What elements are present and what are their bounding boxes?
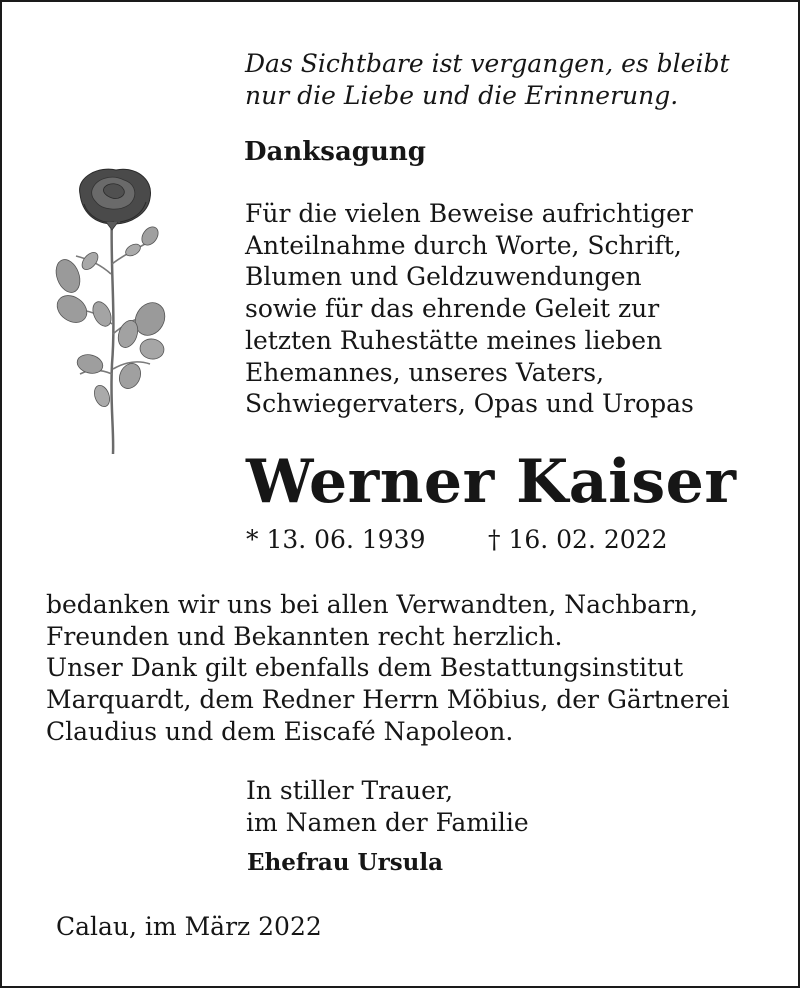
text-line: Freunden und Bekannten recht herzlich. <box>46 621 563 651</box>
heading: Danksagung <box>244 137 426 167</box>
death-date: † 16. 02. 2022 <box>488 525 668 554</box>
motto <box>245 48 730 112</box>
deceased-name: Werner Kaiser <box>246 447 737 517</box>
text-line: Blumen und Geldzuwendungen <box>245 262 642 292</box>
text-line: Schwiegervaters, Opas und Uropas <box>245 389 694 419</box>
text-line: sowie für das ehrende Geleit zur <box>245 294 660 324</box>
signer: Ehefrau Ursula <box>247 849 444 876</box>
text-line: letzten Ruhestätte meines lieben <box>245 325 663 355</box>
closing-line: In stiller Trauer, <box>246 776 454 805</box>
text-line: Ehemannes, unseres Vaters, <box>245 357 605 387</box>
closing-line: im Namen der Familie <box>246 808 529 837</box>
text-line: Für die vielen Beweise aufrichtiger <box>245 199 693 228</box>
text-line: Claudius und dem Eiscafé Napoleon. <box>46 716 514 746</box>
acknowledgement-paragraph <box>46 589 729 748</box>
closing <box>246 775 529 839</box>
motto-line: Das Sichtbare ist vergangen, es bleibt <box>245 49 730 78</box>
thanks-paragraph <box>245 198 694 420</box>
birth-date: * 13. 06. 1939 <box>246 525 426 554</box>
text-line: Anteilnahme durch Worte, Schrift, <box>245 230 682 260</box>
text-line: bedanken wir uns bei allen Verwandten, Nachbarn, <box>46 590 699 619</box>
text-line: Unser Dank gilt ebenfalls dem Bestattungsinstitut <box>46 653 684 683</box>
motto-line: nur die Liebe und die Erinnerung. <box>245 81 679 110</box>
rose-icon <box>50 164 178 456</box>
text-line: Marquardt, dem Redner Herrn Möbius, der Gärtnerei <box>46 685 730 715</box>
place-date: Calau, im März 2022 <box>56 912 322 941</box>
